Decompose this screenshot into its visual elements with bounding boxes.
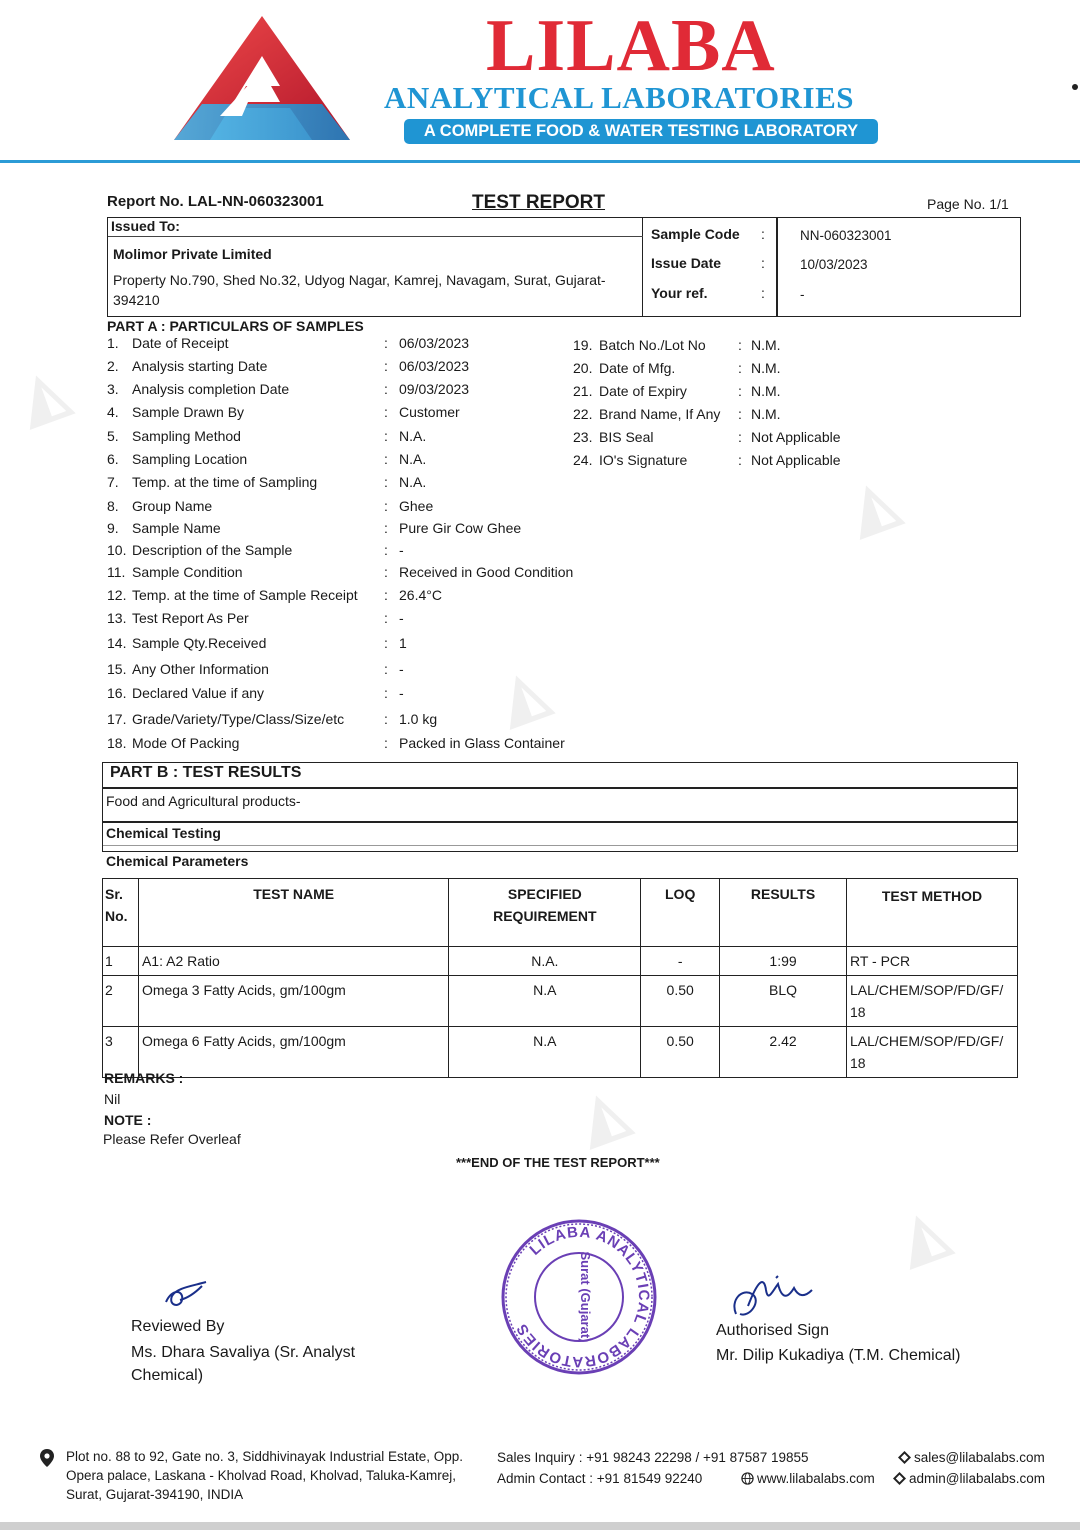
company-name: Molimor Private Limited [113, 246, 272, 262]
issue-date-row [643, 249, 1020, 277]
part-a-num: 5. [107, 428, 119, 444]
col-header-results: RESULTS [720, 879, 847, 947]
col-header-spec: SPECIFIED REQUIREMENT [449, 879, 641, 947]
part-a-colon: : [384, 661, 388, 677]
part-a-label: Analysis starting Date [132, 358, 268, 374]
part-a-label: Group Name [132, 498, 213, 514]
admin-email-text: admin@lilabalabs.com [909, 1471, 1046, 1486]
part-a-item [107, 474, 587, 494]
part-a-item [107, 587, 587, 607]
lab-stamp [499, 1217, 659, 1377]
sample-code-label: Sample Code [651, 226, 740, 242]
part-a-item [107, 661, 587, 681]
results-table [102, 878, 1018, 1078]
sample-code-value: NN-060323001 [800, 228, 892, 243]
part-a-value: N.A. [399, 474, 427, 490]
part-a-colon: : [384, 451, 388, 467]
part-b-title: PART B : TEST RESULTS [110, 764, 302, 781]
part-a-value: 09/03/2023 [399, 381, 470, 397]
part-a-label: Sampling Method [132, 428, 241, 444]
part-a-item [107, 381, 587, 401]
brand-name: LILABA [486, 5, 776, 87]
page-number: Page No. 1/1 [927, 196, 1009, 212]
part-a-colon: : [738, 383, 742, 399]
report-number: Report No. LAL-NN-060323001 [107, 193, 324, 210]
part-a-colon: : [384, 358, 388, 374]
part-a-item [107, 610, 587, 630]
part-a-value: 06/03/2023 [399, 335, 470, 351]
globe-icon [741, 1472, 754, 1485]
reviewed-by-title: Reviewed By [131, 1318, 225, 1335]
part-a-title: PART A : PARTICULARS OF SAMPLES [107, 318, 364, 334]
part-a-item [573, 452, 873, 472]
part-a-item [107, 335, 587, 355]
part-a-num: 13. [107, 610, 127, 626]
authorised-sign-block [716, 1318, 961, 1368]
sample-code-row [643, 220, 1020, 248]
part-a-label: IO's Signature [599, 452, 688, 468]
col-header-test-name: TEST NAME [138, 879, 448, 947]
page-bottom-bar [0, 1522, 1080, 1530]
part-a-item [107, 451, 587, 471]
part-a-value: - [399, 542, 404, 558]
part-a-item [107, 711, 587, 731]
cell-test-name: A1: A2 Ratio [138, 947, 448, 976]
issue-date-label: Issue Date [651, 255, 722, 271]
part-a-label: Any Other Information [132, 661, 269, 677]
part-a-num: 14. [107, 635, 127, 651]
part-a-num: 10. [107, 542, 127, 558]
part-a-item [107, 685, 587, 705]
reviewed-by-block [131, 1315, 355, 1387]
part-a-item [107, 520, 587, 540]
footer [0, 1440, 1080, 1530]
part-a-item [107, 498, 587, 518]
part-a-num: 19. [573, 337, 593, 353]
issued-to-section [108, 218, 643, 316]
part-a-value: Ghee [399, 498, 434, 514]
part-a-item [573, 360, 873, 380]
part-a-colon: : [738, 337, 742, 353]
part-a-item [107, 735, 587, 755]
website-link[interactable] [741, 1469, 875, 1488]
cell-loq: - [641, 947, 720, 976]
part-a-num: 8. [107, 498, 119, 514]
part-a-value: Not Applicable [751, 429, 841, 445]
sales-email-link[interactable] [898, 1448, 1045, 1467]
part-a-num: 22. [573, 406, 593, 422]
part-a-colon: : [384, 635, 388, 651]
part-a-label: Sample Drawn By [132, 404, 245, 420]
note-value: Please Refer Overleaf [103, 1131, 241, 1147]
part-a-value: N.A. [399, 428, 427, 444]
part-a-num: 17. [107, 711, 127, 727]
part-a-colon: : [384, 711, 388, 727]
authorised-sign-title: Authorised Sign [716, 1322, 829, 1339]
part-a-item [573, 383, 873, 403]
part-a-item [107, 358, 587, 378]
watermark: ◭ [889, 1195, 957, 1274]
part-a-num: 6. [107, 451, 119, 467]
part-a-value: Customer [399, 404, 460, 420]
divider [108, 236, 643, 237]
part-a-colon: : [384, 335, 388, 351]
part-a-colon: : [384, 520, 388, 536]
part-a-colon: : [384, 428, 388, 444]
part-a-value: Not Applicable [751, 452, 841, 468]
part-a-num: 1. [107, 335, 119, 351]
your-ref-label: Your ref. [651, 285, 708, 301]
sample-meta [643, 218, 1020, 316]
part-a-colon: : [738, 429, 742, 445]
cell-result: 2.42 [720, 1027, 847, 1078]
your-ref-row [643, 279, 1020, 307]
part-a-label: Grade/Variety/Type/Class/Size/etc [132, 711, 345, 727]
col-header-sr: Sr. No. [103, 879, 139, 947]
product-category: Food and Agricultural products- [106, 793, 301, 809]
part-a-value: 06/03/2023 [399, 358, 470, 374]
your-ref-value: - [800, 287, 805, 302]
admin-email-link[interactable] [893, 1469, 1045, 1488]
cell-result: BLQ [720, 976, 847, 1027]
svg-text:Surat (Gujarat): Surat (Gujarat) [578, 1251, 593, 1343]
cell-sr: 3 [103, 1027, 139, 1078]
table-row [103, 1027, 1018, 1078]
part-a-label: Date of Receipt [132, 335, 229, 351]
part-a-value: N.M. [751, 337, 781, 353]
part-a-num: 15. [107, 661, 127, 677]
part-a-label: Description of the Sample [132, 542, 293, 558]
part-a-label: Test Report As Per [132, 610, 249, 626]
part-a-num: 21. [573, 383, 593, 399]
part-a-value: 1 [399, 635, 407, 651]
part-a-label: Date of Expiry [599, 383, 687, 399]
part-a-label: Temp. at the time of Sample Receipt [132, 587, 358, 603]
email-icon [893, 1472, 906, 1485]
part-a-value: N.M. [751, 383, 781, 399]
reviewer-signature [162, 1278, 212, 1314]
part-a-value: - [399, 661, 404, 677]
part-a-colon: : [384, 404, 388, 420]
part-a-value: Packed in Glass Container [399, 735, 565, 751]
part-a-colon: : [384, 474, 388, 490]
report-title: TEST REPORT [472, 192, 606, 213]
watermark: ◭ [489, 655, 557, 734]
part-a-item [573, 429, 873, 449]
lilaba-logo [162, 12, 362, 147]
sales-email-text: sales@lilabalabs.com [914, 1450, 1045, 1465]
part-a-label: Brand Name, If Any [599, 406, 721, 422]
cell-test-name: Omega 3 Fatty Acids, gm/100gm [138, 976, 448, 1027]
authoriser-name: Mr. Dilip Kukadiya (T.M. Chemical) [716, 1347, 961, 1364]
part-a-value: Pure Gir Cow Ghee [399, 520, 522, 536]
part-b-header-box [102, 762, 1018, 852]
letterhead [0, 0, 1080, 165]
cell-sr: 1 [103, 947, 139, 976]
svg-text:LILABA ANALYTICAL LABORATORIES: LILABA ANALYTICAL LABORATORIES [513, 1223, 653, 1371]
colon: : [761, 255, 765, 271]
cell-sr: 2 [103, 976, 139, 1027]
note-label: NOTE : [104, 1112, 152, 1128]
part-a-item [573, 337, 873, 357]
cell-method: LAL/CHEM/SOP/FD/GF/ 18 [846, 976, 1017, 1027]
watermark: ◭ [839, 465, 907, 544]
part-a-colon: : [738, 452, 742, 468]
company-address: Property No.790, Shed No.32, Udyog Nagar, Kamrej, Navagam, Surat, Gujarat-394210 [113, 272, 606, 308]
colon: : [761, 226, 765, 242]
remarks-value: Nil [104, 1091, 121, 1107]
part-a-label: Sampling Location [132, 451, 248, 467]
part-a-value: - [399, 610, 404, 626]
part-a-num: 2. [107, 358, 119, 374]
watermark: ◭ [9, 355, 77, 434]
part-a-colon: : [384, 542, 388, 558]
part-a-num: 7. [107, 474, 119, 490]
part-a-label: Temp. at the time of Sampling [132, 474, 318, 490]
part-a-num: 20. [573, 360, 593, 376]
table-header-row [103, 879, 1018, 947]
divider [103, 787, 1017, 789]
part-a-colon: : [384, 564, 388, 580]
part-a-num: 11. [107, 564, 126, 580]
brand-subtitle: ANALYTICAL LABORATORIES [384, 80, 855, 115]
part-a-label: Batch No./Lot No [599, 337, 706, 353]
cell-spec: N.A [449, 976, 641, 1027]
part-a-label: BIS Seal [599, 429, 654, 445]
part-a-colon: : [384, 685, 388, 701]
testing-type: Chemical Testing [106, 825, 221, 841]
divider [103, 821, 1017, 823]
website-text: www.lilabalabs.com [757, 1471, 875, 1486]
cell-loq: 0.50 [641, 976, 720, 1027]
part-a-num: 18. [107, 735, 127, 751]
col-header-loq: LOQ [641, 879, 720, 947]
part-a-num: 9. [107, 520, 119, 536]
divider [103, 845, 1017, 846]
part-a-value: - [399, 685, 404, 701]
reviewer-role: Chemical) [131, 1367, 204, 1384]
part-a-label: Declared Value if any [132, 685, 265, 701]
cell-spec: N.A. [449, 947, 641, 976]
part-a-num: 12. [107, 587, 127, 603]
part-a-colon: : [738, 360, 742, 376]
part-a-label: Date of Mfg. [599, 360, 676, 376]
reviewer-name: Ms. Dhara Savaliya (Sr. Analyst [131, 1344, 356, 1361]
issued-to-label: Issued To: [111, 218, 180, 234]
cell-spec: N.A [449, 1027, 641, 1078]
part-a-item [107, 564, 587, 584]
location-pin-icon [40, 1449, 54, 1467]
part-a-label: Sample Qty.Received [132, 635, 267, 651]
table-row [103, 947, 1018, 976]
cell-method: RT - PCR [846, 947, 1017, 976]
part-a-colon: : [384, 610, 388, 626]
part-a-colon: : [384, 381, 388, 397]
part-a-value: N.M. [751, 406, 781, 422]
admin-contact: Admin Contact : +91 81549 92240 [497, 1471, 703, 1486]
part-a-label: Sample Condition [132, 564, 243, 580]
part-a-colon: : [384, 735, 388, 751]
part-a-item [107, 428, 587, 448]
cell-result: 1:99 [720, 947, 847, 976]
part-a-num: 4. [107, 404, 119, 420]
end-of-report: ***END OF THE TEST REPORT*** [456, 1155, 660, 1170]
part-a-value: 26.4°C [399, 587, 442, 603]
cell-method: LAL/CHEM/SOP/FD/GF/ 18 [846, 1027, 1017, 1078]
watermark: ◭ [569, 1075, 637, 1154]
footer-address: Plot no. 88 to 92, Gate no. 3, Siddhivinayak Industrial Estate, Opp. Opera palace, Laskana - Kholvad Road, Kholvad, Taluka-Kamrej, Surat, Gujarat-394190, INDIA [66, 1449, 463, 1502]
brand-tagline: A COMPLETE FOOD & WATER TESTING LABORATORY [404, 119, 878, 144]
part-a-colon: : [738, 406, 742, 422]
email-icon [898, 1451, 911, 1464]
col-header-method: TEST METHOD [846, 879, 1017, 947]
part-a-value: Received in Good Condition [399, 564, 574, 580]
part-a-item [573, 406, 873, 426]
part-a-num: 3. [107, 381, 119, 397]
sales-inquiry: Sales Inquiry : +91 98243 22298 / +91 87587 19855 [497, 1450, 809, 1465]
part-a-colon: : [384, 587, 388, 603]
part-a-num: 23. [573, 429, 593, 445]
issue-date-value: 10/03/2023 [800, 257, 868, 272]
part-a-item [107, 404, 587, 424]
part-a-num: 24. [573, 452, 593, 468]
part-a-colon: : [384, 498, 388, 514]
part-a-label: Mode Of Packing [132, 735, 240, 751]
part-a-value: 1.0 kg [399, 711, 438, 727]
decorative-dot [1072, 84, 1078, 90]
colon: : [761, 285, 765, 301]
part-a-value: N.M. [751, 360, 781, 376]
cell-test-name: Omega 6 Fatty Acids, gm/100gm [138, 1027, 448, 1078]
part-a-item [107, 635, 587, 655]
part-a-value: N.A. [399, 451, 427, 467]
table-row [103, 976, 1018, 1027]
part-a-num: 16. [107, 685, 127, 701]
issued-to-box [107, 217, 1021, 317]
part-a-item [107, 542, 587, 562]
cell-loq: 0.50 [641, 1027, 720, 1078]
part-a-label: Sample Name [132, 520, 221, 536]
remarks-label: REMARKS : [104, 1070, 184, 1086]
part-a-label: Analysis completion Date [132, 381, 290, 397]
parameters-heading: Chemical Parameters [106, 853, 249, 869]
header-divider [0, 160, 1080, 163]
